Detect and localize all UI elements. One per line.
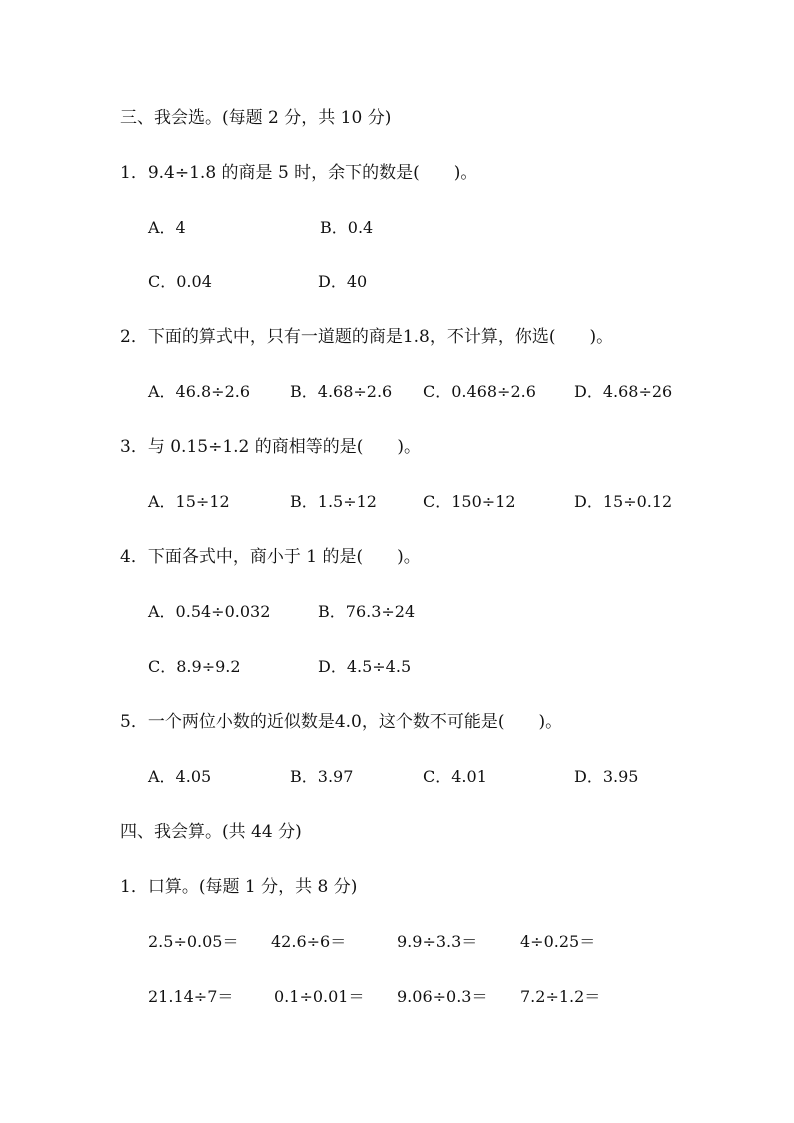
q1-option-c: C．0.04 [148,272,212,291]
section-3-title: 三、我会选。(每题 2 分，共 10 分) [120,108,392,128]
question-1-stem: 1．9.4÷1.8 的商是 5 时，余下的数是( )。 [120,163,478,183]
question-2-stem: 2．下面的算式中，只有一道题的商是1.8，不计算，你选( )。 [120,327,614,347]
q1-option-a: A．4 [148,218,186,237]
oral-calc-item: 2.5÷0.05＝ [148,932,239,951]
q3-option-d: D．15÷0.12 [574,492,673,511]
q5-option-b: B．3.97 [290,767,354,786]
q5-option-a: A．4.05 [148,767,212,786]
q3-option-b: B．1.5÷12 [290,492,377,511]
oral-calc-item: 9.9÷3.3＝ [397,932,478,951]
oral-calc-item: 7.2÷1.2＝ [520,987,601,1006]
oral-calc-heading: 1．口算。(每题 1 分，共 8 分) [120,877,358,897]
q1-option-d: D．40 [318,272,368,291]
q3-option-c: C．150÷12 [423,492,516,511]
oral-calc-item: 4÷0.25＝ [520,932,596,951]
oral-calc-item: 0.1÷0.01＝ [274,987,365,1006]
q5-option-c: C．4.01 [423,767,487,786]
question-3-stem: 3．与 0.15÷1.2 的商相等的是( )。 [120,437,422,457]
oral-calc-item: 9.06÷0.3＝ [397,987,488,1006]
q4-option-d: D．4.5÷4.5 [318,657,412,676]
q2-option-a: A．46.8÷2.6 [148,382,251,401]
q1-option-b: B．0.4 [320,218,374,237]
q2-option-b: B．4.68÷2.6 [290,382,393,401]
question-4-stem: 4．下面各式中，商小于 1 的是( )。 [120,547,421,567]
q5-option-d: D．3.95 [574,767,639,786]
q2-option-c: C．0.468÷2.6 [423,382,536,401]
oral-calc-item: 42.6÷6＝ [271,932,347,951]
q4-option-b: B．76.3÷24 [318,602,416,621]
q4-option-c: C．8.9÷9.2 [148,657,241,676]
question-5-stem: 5．一个两位小数的近似数是4.0，这个数不可能是( )。 [120,712,563,732]
q4-option-a: A．0.54÷0.032 [148,602,271,621]
q3-option-a: A．15÷12 [148,492,230,511]
q2-option-d: D．4.68÷26 [574,382,673,401]
oral-calc-item: 21.14÷7＝ [148,987,234,1006]
section-4-title: 四、我会算。(共 44 分) [120,822,302,842]
